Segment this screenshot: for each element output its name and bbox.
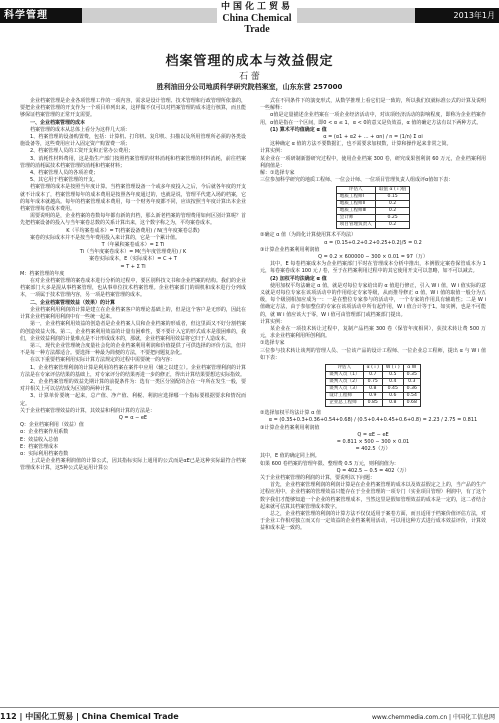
table-cell: 0.68 — [403, 400, 420, 407]
table-cell: 0.7 — [363, 372, 382, 379]
paragraph: ①选择专家 — [260, 340, 285, 347]
paragraph: ②选择加权平均法计算 α 值 — [260, 410, 321, 417]
paragraph: E：档案管理成本 — [20, 443, 59, 450]
table-row — [326, 386, 421, 393]
paragraph: ③计算企业档案利用利润值 — [260, 246, 320, 253]
table-cell: 0.5 — [382, 372, 403, 379]
footer-rule — [0, 707, 499, 708]
paragraph: 总之，企业档案管理的利润的计算方法不仅仅适用于案卷方面，而且适用于档案价值评估方法，对于企业工作相对独立而又有一定效益的企业档案利用活动，可以用这种方式进行成本效益评价，计算效益和成本是一致的。 — [260, 510, 486, 532]
paragraph: 解：①选择专家 — [260, 170, 295, 177]
right-column-part-b — [260, 232, 486, 362]
formula: α = (0.15+0.2+0.2+0.25+0.2)/5 = 0.2 — [324, 239, 422, 246]
paragraph: 上式是企业档案利润值的计算公式，因其指标实际上通用的公式而是αE已是这种实际最符合档案管理成本计算，这5种公式是运用计算公 — [20, 458, 246, 472]
right-column-part-c — [260, 410, 486, 532]
paragraph: 1、档案管理的设备购置费，包括：计算机、打印机、复印机、扫描以及所用管理所必须的各类设施设备等，这些费用应计入固定资产购置费一项； — [20, 134, 246, 148]
section-heading: (1) 算术平均值确定 α 值 — [270, 126, 327, 133]
table-cell: 0.8 — [363, 386, 382, 393]
table-header-cell: 评估人 — [336, 187, 375, 194]
paragraph: 需要说明的是，企业档案的卷数每年都有新的归档，那么新老档案的管理费用如何区别计算呢？首先把档案设备的投入与当年案卷总数的关系计算出来，这个数字称之为，平均案卷成本。 — [20, 213, 246, 227]
table-cell: 地质工程师Ⅲ — [336, 208, 375, 215]
table-cell: 0.2 — [375, 222, 410, 229]
table-row — [336, 194, 410, 201]
paragraph: 其中，E 值的确定同上例。 — [260, 453, 320, 460]
paragraph: 在以下重要档案利用实际计算方法规定的过程中需要统一的内容： — [30, 357, 176, 364]
expert-table-2 — [325, 364, 421, 407]
paragraph: 2、档案管理人员的工资开支和正常办公费用； — [30, 148, 134, 155]
section-heading: 二、企业档案管理效益（效果）的计算 — [30, 299, 116, 306]
table-cell: 0.6 — [382, 393, 403, 400]
paragraph: Q：企业档案利用（效益）值 — [20, 422, 84, 429]
table-row — [336, 208, 410, 215]
paragraph: 这种确定 α 值的方法不要数据汇，也不需要求加权数，计算和操作起来非常之简。 — [270, 141, 452, 148]
formula: Q = 0.2 × 600000 − 300 × 0.01 = 97（万） — [318, 254, 428, 261]
table-header-cell: 评估人 — [326, 365, 364, 372]
paragraph: 2、企业档案管理的效益先期计算的前提条件为：选有一类区分别配的合在一年所在发生一般，要对并相关上可以估结成为区别的两种计算。 — [20, 378, 246, 393]
table-cell: 0.9 — [363, 393, 382, 400]
table-header-cell: W ( i ) — [382, 365, 403, 372]
journal-name-cn: 中国化工贸易 — [220, 2, 293, 12]
formula: Ti（当年度案卷成本）= M(当年度管理费用) / K — [79, 249, 187, 256]
table-cell: 会计师 — [336, 215, 375, 222]
paragraph: 5、其它用于档案管理的开支。 — [30, 177, 99, 184]
paragraph: 档案管理的成本是按照当年度计算。当档案管理设备一个或多年度投入之后，今后就各年度的开支就不计成本了，档案管理每年的成本费用是按照各年度通过的，也就是说，管理平代建入场的档案，它的每年成本就越高。每年的档案管理成本费用，每一个财务年度都不同，应该按照当年度计算出本企业档案管理每卷成本费用。 — [20, 184, 246, 213]
table-cell: 0.75 — [363, 379, 382, 386]
table-cell: 0.2 — [375, 201, 410, 208]
paragraph: 企业档案利用利润的计算是建立在企业档案客户的理论基础上的，但是这个客户是无形的，因此在计算企业档案利用利润中有一些统一起来。 — [20, 306, 246, 321]
issue-date: 2013年1月 — [415, 8, 499, 23]
paragraph: ②确定 α 值（为简化计算使用算术平均法） — [260, 232, 356, 239]
section-label: 科学管理 — [0, 8, 82, 23]
paragraph: 使用加权平均法确定 α 值，就是对每位专家给出的 α 值进行修正，引入 W i 值，W i 值实际的意义就是对每位专家在该项活动中的作用给定专家等级，从而推导修正 α 值，W i 值的取值一般分为五级，每个级别相加应成为一：一是在整位专家参与的活动中，一个专家的作用具有辅助性；二是 W i 值确定方法，由于参加整位的专家在该项活动中所有起作用，W i 值合计等于1。如实例，也是不可能的，就 W i 值应该大于零，W i 值可由管理部门或档案部门提出。 — [260, 282, 486, 318]
paragraph: M：档案管理的年度 — [20, 270, 65, 277]
paragraph: 在对企业档案管理的案卷成本进行分析的过程中，要区别科技文书和企业档案的结构。我们的企业档案部门大多是混从事档案管理，也从事单位技术档案管理。企业档案部门的调机和成本进行分列成本，一项属于技术管理内容，另一项是档案管理的成本。 — [20, 278, 246, 299]
paragraph: 如果 600 卷档案的管理年限、整理费 0.5 万元，则利润值为： — [260, 460, 399, 467]
header-bar-left — [82, 8, 217, 23]
table-cell: 0.25 — [375, 215, 410, 222]
table-header-row — [336, 187, 410, 194]
table-cell: 谈判人员（3） — [326, 386, 364, 393]
paragraph: 第一，企业档案利用效益的创造者是企业档案人员和企业档案的形成者，但这里面又不好分割档案的创造效益大体。第二，企业档案利用效益的计量有困难性，要不要计入它的形式成本是很困难的，我们，企业效益利润的计量难点是不计形成成本的，那就，企业档案利用效益将它归于人造成本。 — [20, 321, 246, 342]
paragraph: 案卷的实际成本并不是按当年费用投入来计算的，它是一个累计值。 — [30, 234, 181, 241]
paragraph: 计算实例： — [260, 318, 286, 325]
paragraph: 首先，企业档案管理利润的利润计算是在企业档案管理的成本以及效益假定之上的，当产品的生产过程应用中，企业档案的管理效益只能存在于全业管理的一项专门（实业项目管理）利润中，有了这个数字我们才能够知道一个企业的档案管理成本，当然这里是假如管理效益的成本是一定的，这二者结合起来就可估算其档案管理成本数字。 — [260, 482, 486, 510]
header-bar-right — [297, 8, 415, 23]
table-cell: 0.85 — [363, 400, 382, 407]
paragraph: 计算实例： — [260, 148, 286, 155]
article-author: 石 蕾 — [239, 72, 260, 82]
table-cell: 设计工程师 — [326, 393, 364, 400]
left-column — [20, 98, 246, 473]
table-cell: 0.2 — [375, 208, 410, 215]
paragraph: 式在不同条件下的演变形式，从数学推理上看它们是一致的，所以我们仅就标准公式的计算及说明一些解释： — [260, 98, 486, 112]
table-row — [336, 222, 410, 229]
formula: K（平均案卷成本）= T(档案设备费用) / N(当年度案卷总数) — [66, 227, 200, 234]
paragraph: α值是定量描述企业档案在一项企业经济活动中，对该项经济活动的影响程度，即称为企业档案作用，α值是指在一个区间，即0 < α ≤ 1，α < 0的意义是负效益，α 值的确定方法有以下两种方式。 — [260, 112, 486, 126]
table-cell: 0.54 — [403, 393, 420, 400]
paragraph: 1、企业档案管理利润的计算是利用的档案在案件中应用（辅之以建立）。企业档案管理利润的计算方法是在专家评估结果的基础上，对专家评分的结果再进一步的修正，得出计算结果要想达实际指效。 — [20, 364, 246, 378]
page-number-footer: 112 | 中国化工贸易 | China Chemical Trade — [0, 712, 179, 721]
paragraph: 4、档案管理人员的各项差费； — [30, 170, 99, 177]
paragraph: 企业档案管理是企业各项管理工作的一项内容，需求是设计管理、技术管理和行政管理所依靠的，要把企业档案管理的开支作为一个项目单列出来，这样做不仅可以对档案管理的成本进行核算，而且能够保证档案管理的正常开支需要。 — [20, 98, 246, 119]
paragraph: 第三，现代企业管理统合度量社会化的企业档案利用利润和价值提供了可供选择的评价方法，但并不是每一种方法都适合。要选择一种最为简便的方法，不要把问题复杂化。 — [20, 342, 246, 357]
table-row — [326, 400, 421, 407]
right-column-part-a — [260, 98, 486, 184]
paragraph: 3、计算单价要统一起来，总产值、净产值、利税、利润应选择哪一个指标要根据要求和情况而定。 — [20, 393, 246, 407]
table-cell: 0.8 — [382, 400, 403, 407]
paragraph: 某企业在一项技术转让过程中，复制产品档案 300 卷（保管年度相同），获技术转让费 500 万元，求企业档案利用所创利润。 — [260, 326, 486, 340]
table-cell: 0.4 — [382, 379, 403, 386]
table-cell: 0.35 — [403, 372, 420, 379]
formula: 案卷实际成本，E（实际成本）= C + T — [89, 256, 177, 263]
journal-name-en: China Chemical Trade — [222, 13, 292, 35]
table-row — [336, 201, 410, 208]
formula: T（年累积案卷成本）= Σ Ti — [101, 242, 165, 249]
formula: α = (0.35+0.3+0.36+0.54+0.68) / (0.5+0.4+0.45+0.6+0.8) = 2.23 / 2.75 = 0.811 — [268, 417, 478, 424]
table-header-row — [326, 365, 421, 372]
table-cell: 0.45 — [382, 386, 403, 393]
table-cell: 0.15 — [375, 194, 410, 201]
paragraph: 关于企业档案管理效益的计算，其效益和利润计算的方法是： — [20, 407, 156, 414]
paragraph: 档案管理的成本从总体上看分为这样几大项： — [30, 126, 131, 133]
table-row — [326, 393, 421, 400]
table-header-cell: 取值 α ( i )值 — [375, 187, 410, 194]
table-cell: 谈判人员（2） — [326, 379, 364, 386]
table-cell: 0.3 — [403, 379, 420, 386]
paragraph: α：实际利用档案卷数 — [20, 450, 69, 457]
formula: Q = α − eE — [118, 414, 148, 421]
website-footer: www.chemmedia.com.cn | 中国化工信息网 — [372, 714, 495, 721]
paragraph: E：效益收入总值 — [20, 436, 59, 443]
table-cell: 项目管理负责人 — [336, 222, 375, 229]
formula: = T + Σ Ti — [120, 263, 146, 270]
paragraph: 3、消耗性材料费用，这是指生产部门按照档案管理的材料消耗和档案管理的材料消耗，前往档案管理的消耗属技术档案管理的消耗和档案材料； — [20, 155, 246, 169]
paragraph: α：企业档案作用系数 — [20, 429, 69, 436]
formula: = 0.811 × 500 − 300 × 0.01 — [336, 438, 410, 445]
section-heading: 一、企业档案管理的成本 — [30, 119, 86, 126]
formula: Q = αE − eE — [357, 431, 389, 438]
table-header-cell: α ( i ) — [363, 365, 382, 372]
right-column — [260, 98, 486, 533]
article-title: 档案管理的成本与效益假定 — [165, 54, 334, 69]
journal-masthead — [217, 2, 297, 35]
paragraph: 其中，E 每卷档案成本为企业档案部门平时在管理成本分析中推出，本例假定案卷保管成本为 1 元，每卷案卷成本 100 元 / 卷，至于在档案利用过程中的其它使用开支可以忽略，如不可以减去。 — [260, 261, 486, 275]
paragraph: ③计算企业档案利用利润值 — [260, 424, 320, 431]
paragraph: 三位参与技术转让谈判的管理人员、一位该产品的设计工程师、一位企业总工程师，提出 α 与 W i 值如下表： — [260, 347, 486, 361]
table-cell: 企业总工程师 — [326, 400, 364, 407]
formula: Q = 402.5 − 0.5 = 402（万） — [336, 467, 410, 474]
table-row — [326, 379, 421, 386]
paragraph: 三位参加科学研究的地质工程师、一位会计师、一位项目管理负责人组成评α值如下表： — [260, 177, 454, 184]
formula: = 402.5（万） — [355, 446, 391, 453]
paragraph: 关于企业档案管理的利润的计算，要说明以下问题： — [260, 474, 376, 481]
table-cell: 地质工程师Ⅱ — [336, 201, 375, 208]
table-header-cell: α W — [403, 365, 420, 372]
table-row — [326, 372, 421, 379]
expert-table-1 — [336, 186, 411, 229]
paragraph: 某企业在一项研制新器研究过程中，使用企业档案 300 卷，研究成果创利润 60 万元，企业档案利用利润值是： — [260, 155, 486, 169]
table-row — [336, 215, 410, 222]
table-cell: 地质工程师Ⅰ — [336, 194, 375, 201]
table-cell: 0.36 — [403, 386, 420, 393]
article-affiliation: 胜利油田分公司地质科学研究院档案室，山东东营 257000 — [156, 83, 343, 91]
formula: α = (α1 + α2 + … + αn) / n = (1/n) Σ αi — [323, 134, 423, 141]
section-heading: (2) 加权平均法确定 α 值 — [270, 275, 327, 282]
table-cell: 谈判人员（1） — [326, 372, 364, 379]
